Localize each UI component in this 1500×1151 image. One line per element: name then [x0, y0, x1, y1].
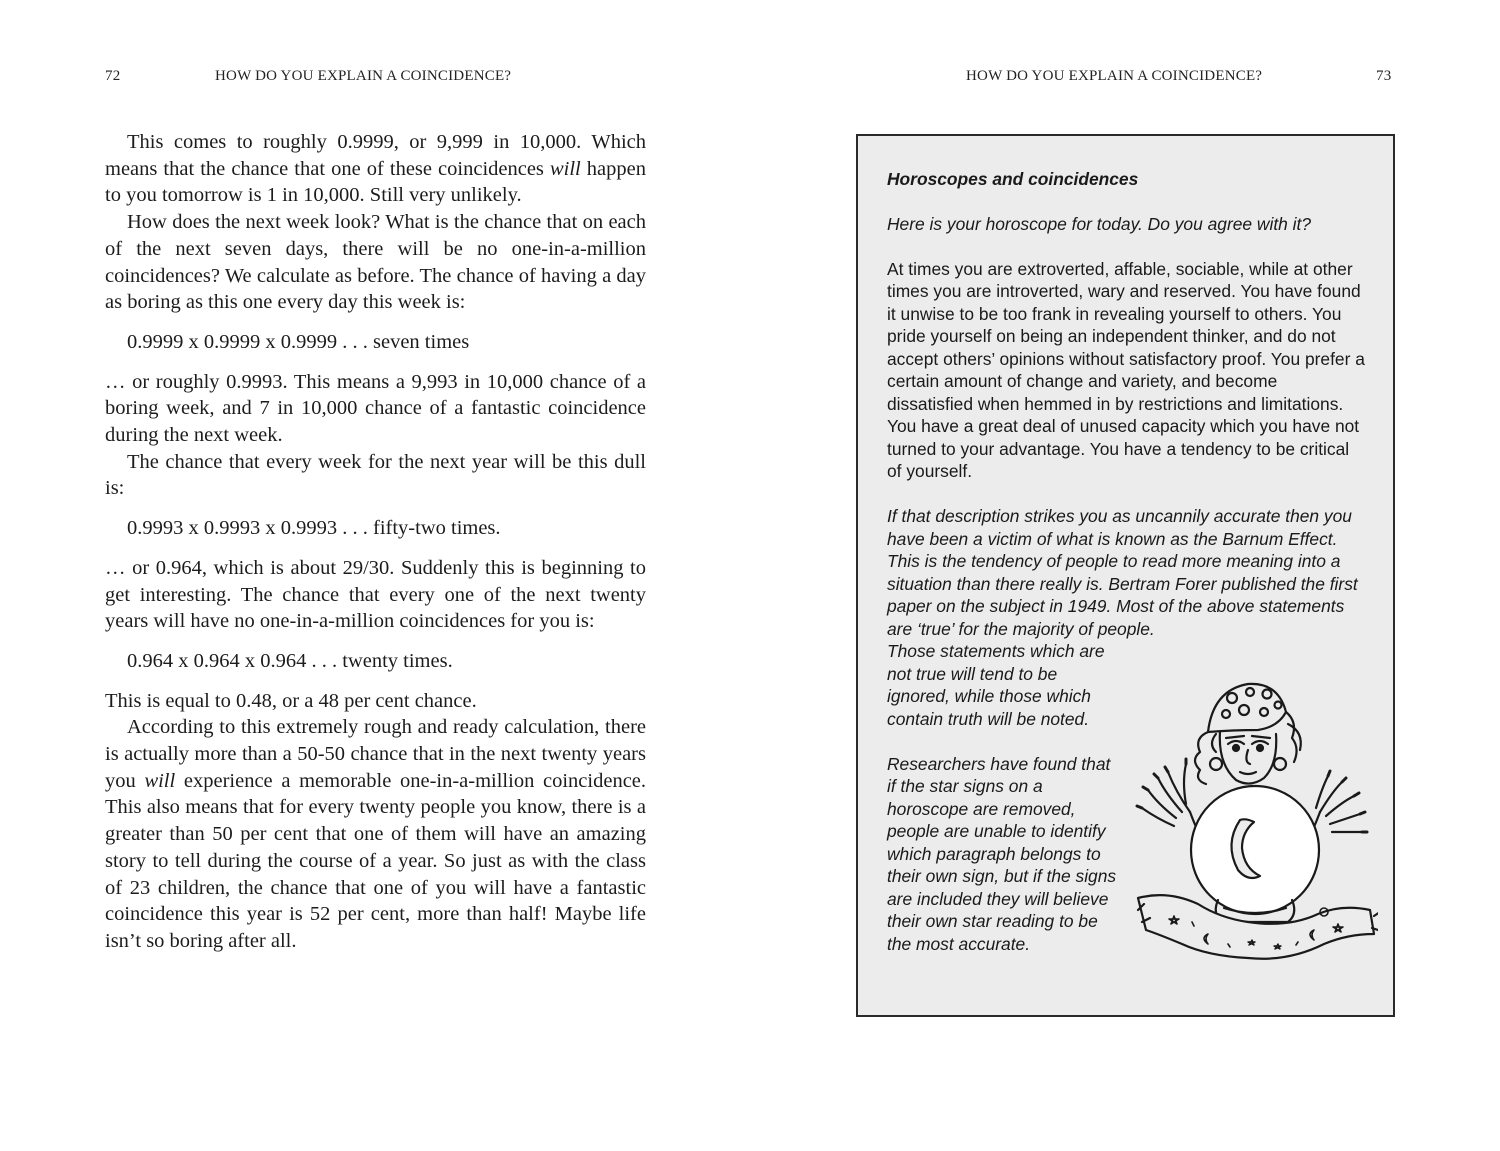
running-head-right: HOW DO YOU EXPLAIN A COINCIDENCE? — [966, 68, 1263, 84]
paragraph-4: The chance that every week for the next year will be this dull is: — [105, 450, 646, 500]
box-horoscope-text: At times you are extroverted, affable, sociable, while at other times you are introverted, wary and reserved. You have found it unwise to be too frank in revealing yourself to others. You pride yourself on being an independent thinker, and do not accept others’ opinions without satisfactory proof. You prefer a certain amount of change and variety, and become dissatisfied when hemmed in by restrictions and limitations. You have a great deal of unused capacity which you have not turned to your advantage. You have a tendency to be critical of yourself. — [887, 258, 1365, 481]
box-title: Horoscopes and coincidences — [887, 169, 1139, 189]
page-number-left: 72 — [105, 68, 121, 84]
paragraph-3: … or roughly 0.9993. This means a 9,993 in 10,000 chance of a boring week, and 7 in 10,000 chance of a fantastic coincidence during the next week. — [105, 370, 646, 447]
paragraph-5: … or 0.964, which is about 29/30. Suddenly this is beginning to get interesting. The chance that every one of the next twenty years will have no one-in-a-million coincidences for you is: — [105, 556, 646, 633]
box-intro: Here is your horoscope for today. Do you agree with it? — [887, 213, 1312, 234]
emphasis-will: will — [549, 157, 581, 180]
paragraph-1: This comes to roughly 0.9999, or 9,999 in 10,000. Which means that the chance that one of these coincidences will happen to you tomorrow is 1 in 10,000. Still very unlikely. — [105, 131, 647, 207]
formula-seven-times: 0.9999 x 0.9999 x 0.9999 . . . seven times — [127, 330, 470, 353]
box-barnum-text: If that description strikes you as uncannily accurate then you have been a victim of what is known as the Barnum Effect. This is the tendency of people to read more meaning into a situation than there really is. Bertram Forer published the first paper on the subject in 1949. Most of the above statements are ‘true’ for the majority of people. — [887, 506, 1358, 639]
paragraph-2: How does the next week look? What is the chance that on each of the next seven days, there will be no one-in-a-million coincidences? We calculate as before. The chance of having a day as boring as this one every day this week is: — [105, 211, 646, 314]
paragraph-6: This is equal to 0.48, or a 48 per cent chance. — [105, 689, 477, 712]
box-barnum-continued: Those statements which are not true will tend to be ignored, while those which contain truth will be noted. — [887, 641, 1105, 729]
fortune-teller-illustration — [1128, 672, 1378, 972]
left-page-body — [105, 129, 646, 955]
page-number-right: 73 — [1376, 68, 1392, 84]
paragraph-7: According to this extremely rough and ready calculation, there is actually more than a 50-50 chance that in the next twenty years you will experience a memorable one-in-a-million coincidence. This also means that for every twenty people you know, there is a greater than 50 per cent that one of them will have an amazing story to tell during the course of a year. So just as with the class of 23 children, the chance that one of you will have a fantastic coincidence this year is 52 per cent, more than half! Maybe life isn’t so boring after all. — [105, 716, 647, 952]
emphasis-will: will — [144, 769, 176, 792]
box-research-text: Researchers have found that if the star signs on a horoscope are removed, people are unable to identify which paragraph belongs to their own sign, but if the signs are included they will believe their own star reading to be the most accurate. — [887, 753, 1117, 954]
formula-fifty-two-times: 0.9993 x 0.9993 x 0.9993 . . . fifty-two times. — [127, 517, 501, 540]
running-head-left: HOW DO YOU EXPLAIN A COINCIDENCE? — [215, 68, 512, 84]
formula-twenty-times: 0.964 x 0.964 x 0.964 . . . twenty times. — [127, 649, 453, 672]
